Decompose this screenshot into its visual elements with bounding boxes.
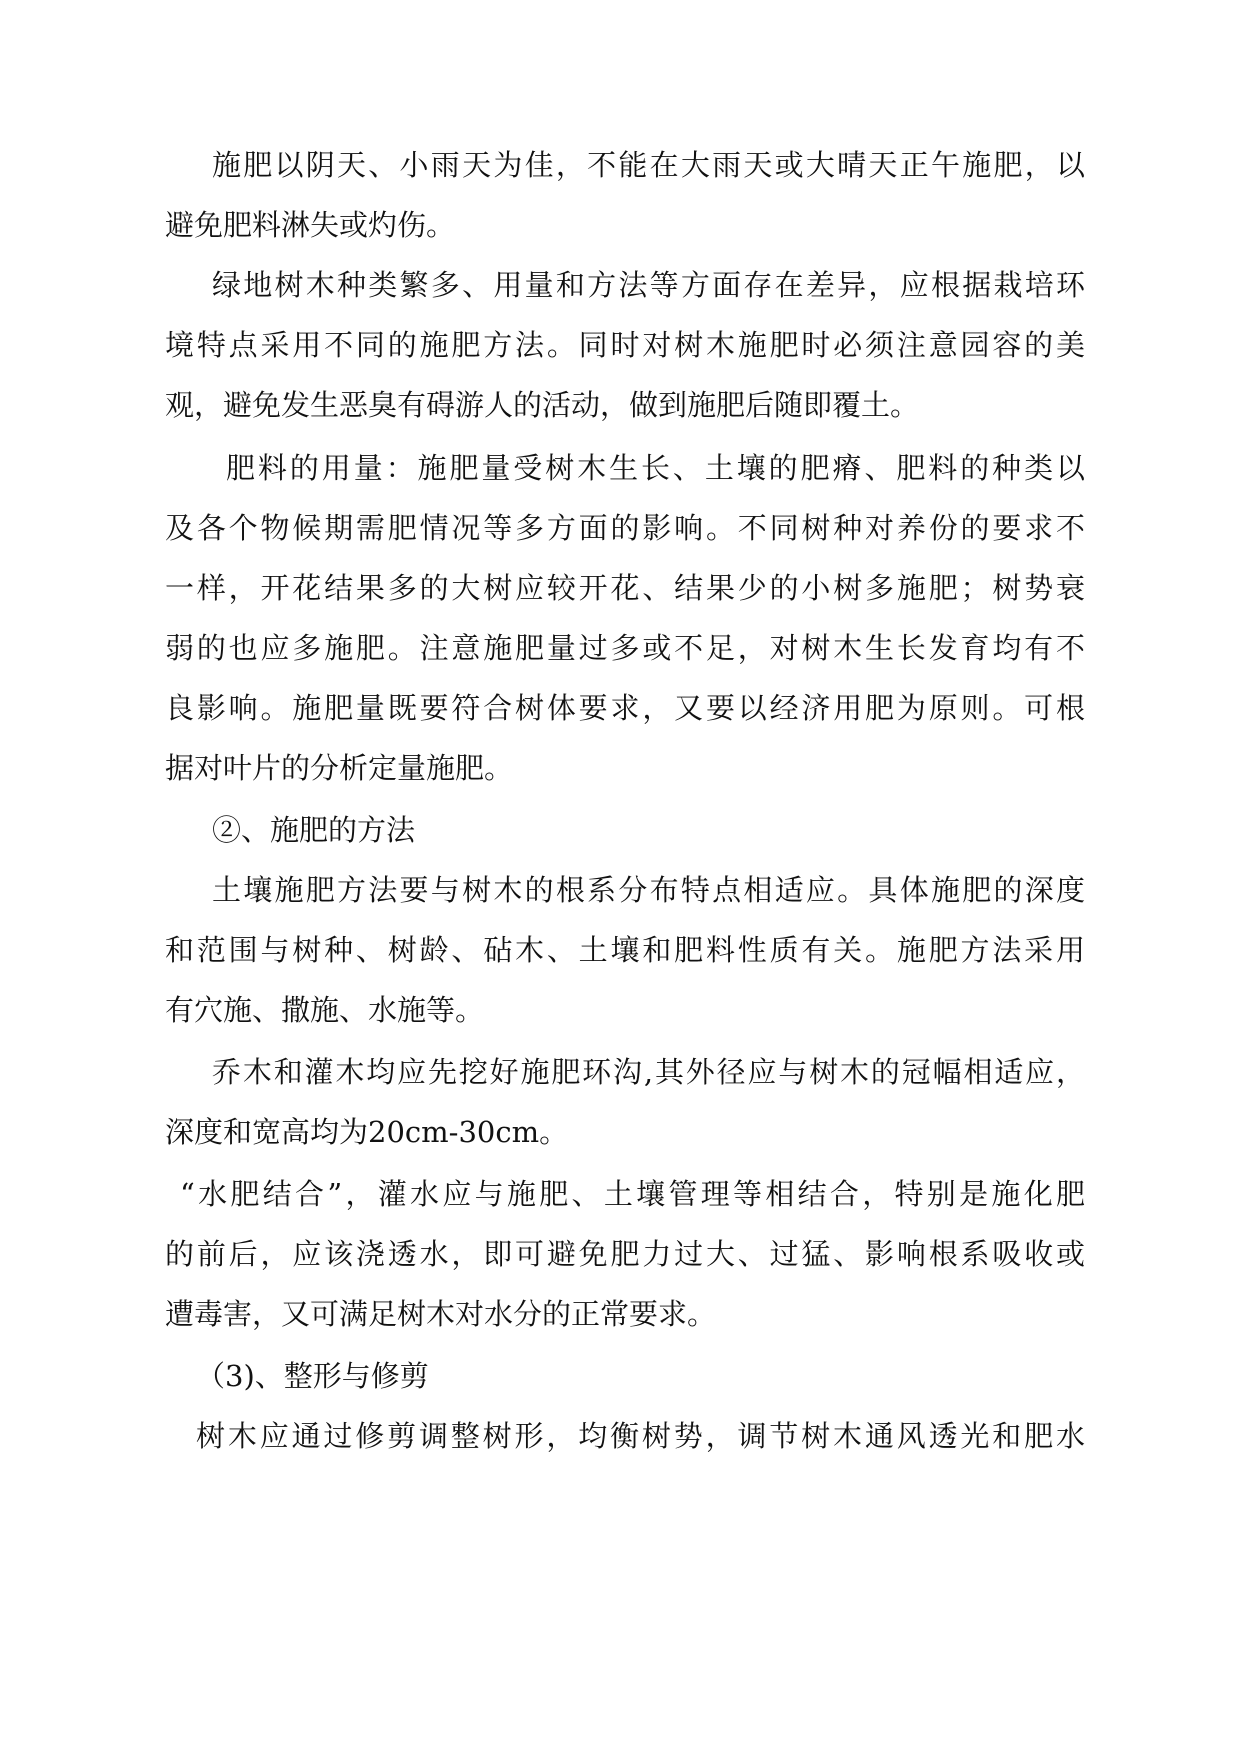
- paragraph-line: 的前后，应该浇透水，即可避免肥力过大、过猛、影响根系吸收或: [165, 1237, 1085, 1271]
- paragraph-line: 良影响。施肥量既要符合树体要求，又要以经济用肥为原则。可根: [165, 691, 1085, 725]
- paragraph-line: 及各个物候期需肥情况等多方面的影响。不同树种对养份的要求不: [165, 511, 1085, 545]
- paragraph-line: 施肥以阴天、小雨天为佳，不能在大雨天或大晴天正午施肥，以: [212, 148, 1085, 182]
- paragraph-line: 乔木和灌木均应先挖好施肥环沟,其外径应与树木的冠幅相适应，: [212, 1055, 1085, 1089]
- paragraph-line: 遭毒害，又可满足树木对水分的正常要求。: [165, 1297, 717, 1331]
- paragraph-line: 避免肥料淋失或灼伤。: [165, 208, 456, 242]
- paragraph-line: 深度和宽高均为20cm-30cm。: [165, 1115, 569, 1149]
- paragraph-line: “水肥结合”，灌水应与施肥、土壤管理等相结合，特别是施化肥: [180, 1177, 1085, 1211]
- paragraph-line: 土壤施肥方法要与树木的根系分布特点相适应。具体施肥的深度: [212, 873, 1085, 907]
- paragraph-line: 树木应通过修剪调整树形，均衡树势，调节树木通风透光和肥水: [196, 1419, 1085, 1453]
- paragraph-line: 肥料的用量：施肥量受树木生长、土壤的肥瘠、肥料的种类以: [226, 451, 1085, 485]
- section-heading: （3)、整形与修剪: [196, 1359, 429, 1393]
- paragraph-line: 一样，开花结果多的大树应较开花、结果少的小树多施肥；树势衰: [165, 571, 1085, 605]
- paragraph-line: 据对叶片的分析定量施肥。: [165, 751, 514, 785]
- paragraph-line: 观，避免发生恶臭有碍游人的活动，做到施肥后随即覆土。: [165, 388, 920, 422]
- section-heading: ②、施肥的方法: [212, 813, 416, 847]
- paragraph-line: 弱的也应多施肥。注意施肥量过多或不足，对树木生长发育均有不: [165, 631, 1085, 665]
- paragraph-line: 境特点采用不同的施肥方法。同时对树木施肥时必须注意园容的美: [165, 328, 1085, 362]
- paragraph-line: 和范围与树种、树龄、砧木、土壤和肥料性质有关。施肥方法采用: [165, 933, 1085, 967]
- paragraph-line: 绿地树木种类繁多、用量和方法等方面存在差异，应根据栽培环: [212, 268, 1085, 302]
- paragraph-line: 有穴施、撒施、水施等。: [165, 993, 485, 1027]
